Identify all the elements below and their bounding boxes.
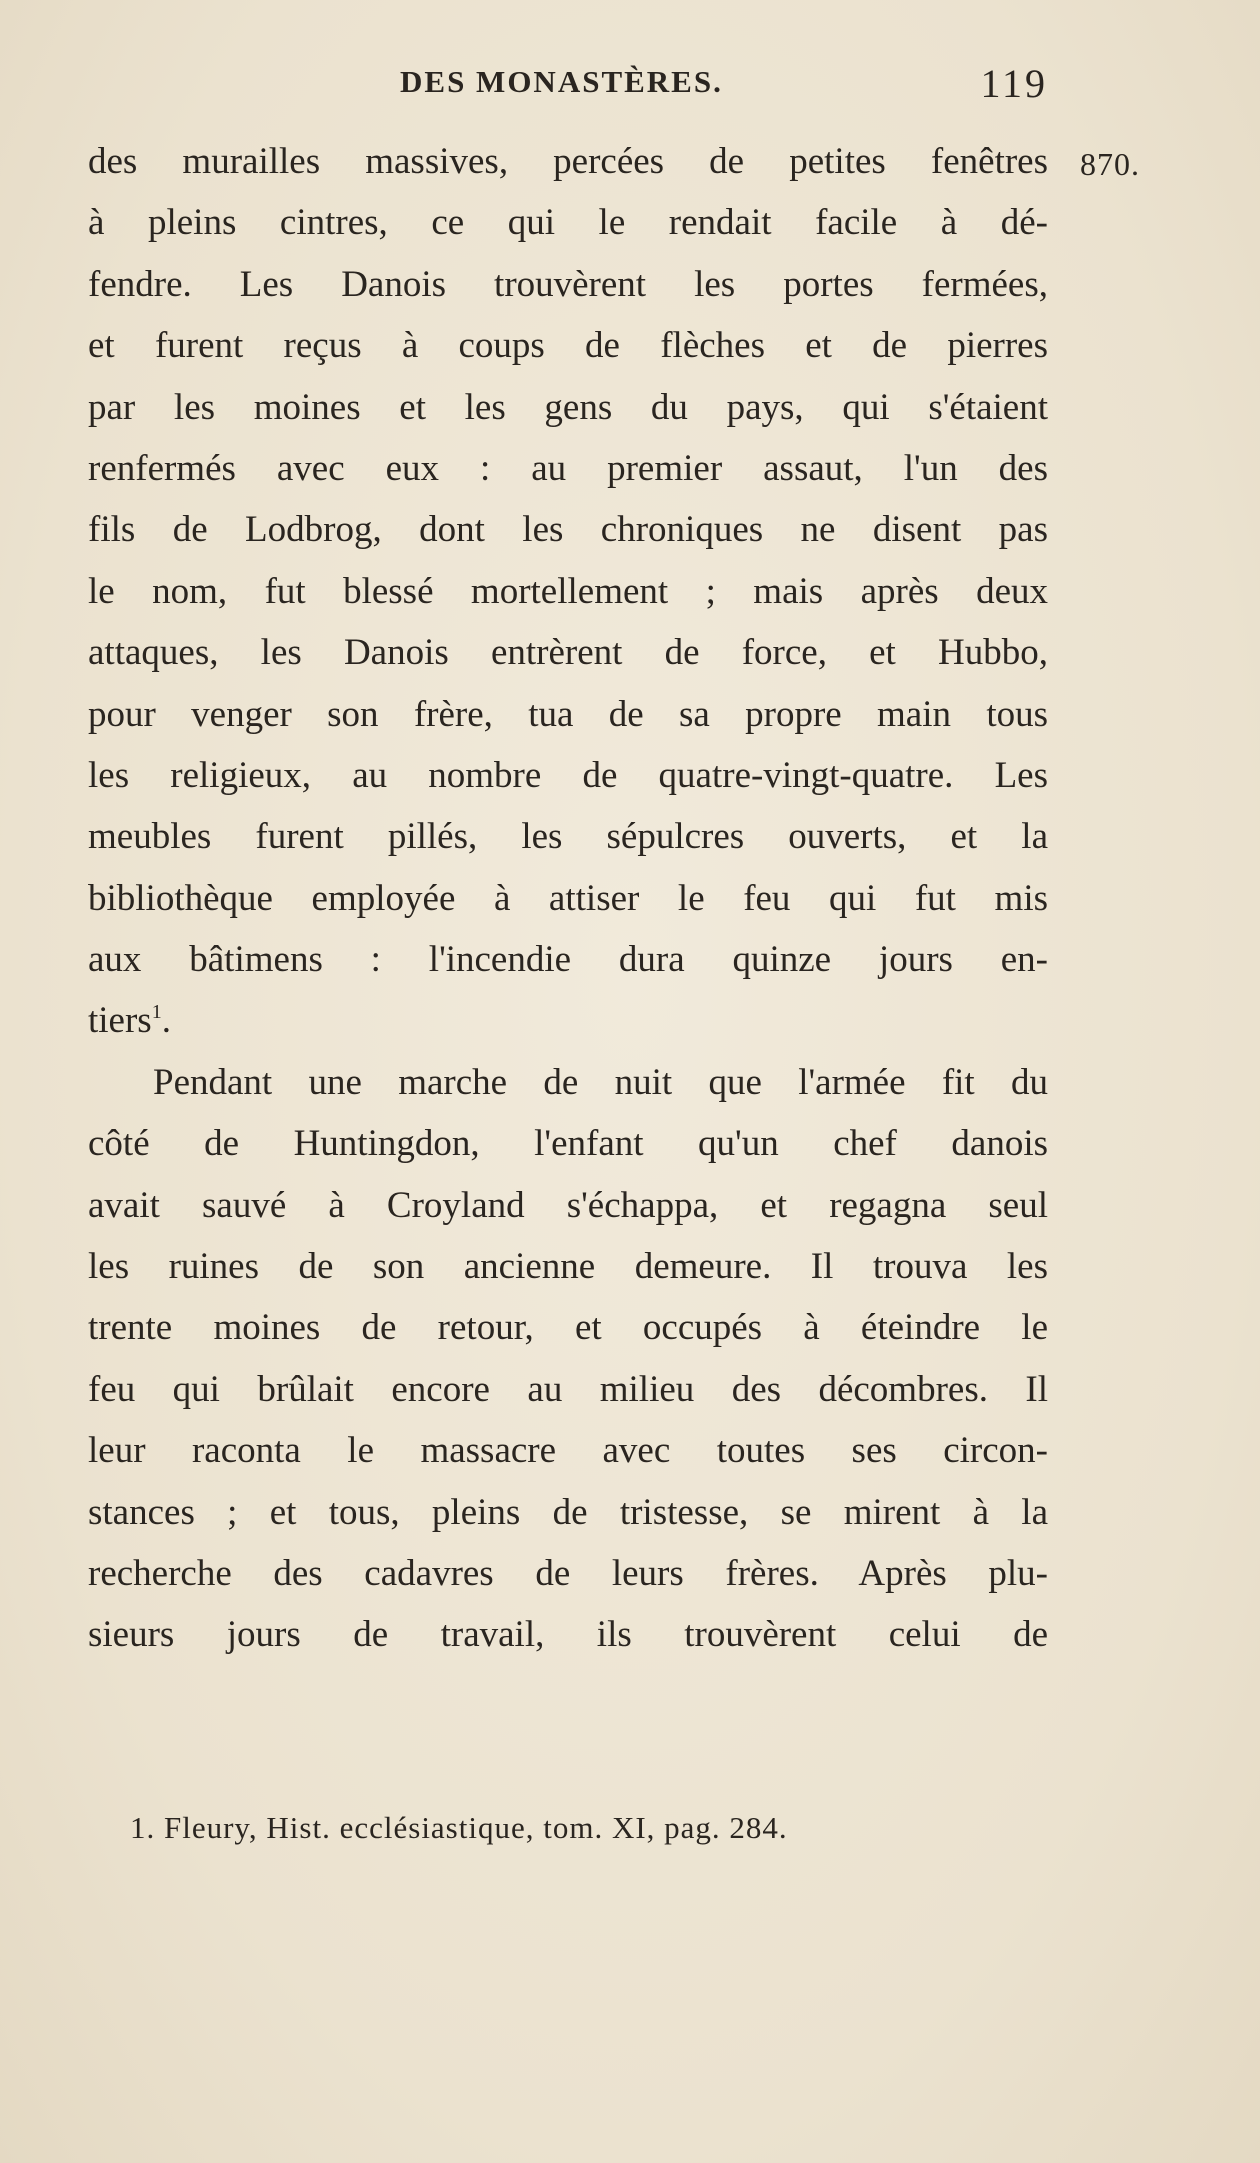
text-line: à pleins cintres, ce qui le rendait facile à dé-	[88, 202, 1048, 244]
text-line: côté de Huntingdon, l'enfant qu'un chef danois	[88, 1123, 1048, 1165]
text-line: renfermés avec eux : au premier assaut, l'un des	[88, 447, 1048, 489]
text-line	[88, 990, 1048, 1051]
text-line: les religieux, au nombre de quatre-vingt-quatre. Les	[88, 754, 1048, 796]
body-text	[88, 131, 1048, 1666]
text-line: Pendant une marche de nuit que l'armée fit du	[153, 1061, 1048, 1103]
footnote-reference[interactable]: 1	[151, 1001, 162, 1024]
text-line: et furent reçus à coups de flèches et de pierres	[88, 325, 1048, 367]
text-line: par les moines et les gens du pays, qui s'étaient	[88, 386, 1048, 428]
text-line: leur raconta le massacre avec toutes ses circon-	[88, 1430, 1048, 1472]
page-number: 119	[980, 61, 1048, 106]
text-line: avait sauvé à Croyland s'échappa, et regagna seul	[88, 1184, 1048, 1226]
text-line: pour venger son frère, tua de sa propre main tous	[88, 693, 1048, 735]
text-line: feu qui brûlait encore au milieu des décombres. Il	[88, 1368, 1048, 1410]
page-header	[88, 61, 1048, 124]
text-line: bibliothèque employée à attiser le feu qui fut mis	[88, 877, 1048, 919]
text-line: aux bâtimens : l'incendie dura quinze jours en-	[88, 939, 1048, 981]
text-line: les ruines de son ancienne demeure. Il trouva les	[88, 1246, 1048, 1288]
text-fragment: tiers	[88, 1000, 152, 1042]
text-line: attaques, les Danois entrèrent de force, et Hubbo,	[88, 632, 1048, 674]
text-line: meubles furent pillés, les sépulcres ouverts, et la	[88, 816, 1048, 858]
text-line: des murailles massives, percées de petites fenêtres	[88, 141, 1048, 182]
text-line: fendre. Les Danois trouvèrent les portes fermées,	[88, 263, 1048, 305]
footnote: 1. Fleury, Hist. ecclésiastique, tom. XI, pag. 284.	[130, 1810, 788, 1845]
text-fragment: .	[161, 1000, 171, 1042]
text-line: fils de Lodbrog, dont les chroniques ne disent pas	[88, 509, 1048, 551]
margin-year-note: 870.	[1080, 146, 1140, 182]
text-line: recherche des cadavres de leurs frères. Après plu-	[88, 1552, 1048, 1594]
text-line: sieurs jours de travail, ils trouvèrent celui de	[88, 1614, 1048, 1656]
text-line: stances ; et tous, pleins de tristesse, se mirent à la	[88, 1491, 1048, 1533]
text-line: trente moines de retour, et occupés à éteindre le	[88, 1307, 1048, 1349]
text-line: le nom, fut blessé mortellement ; mais après deux	[88, 570, 1048, 612]
running-head: DES MONASTÈRES.	[400, 64, 723, 99]
